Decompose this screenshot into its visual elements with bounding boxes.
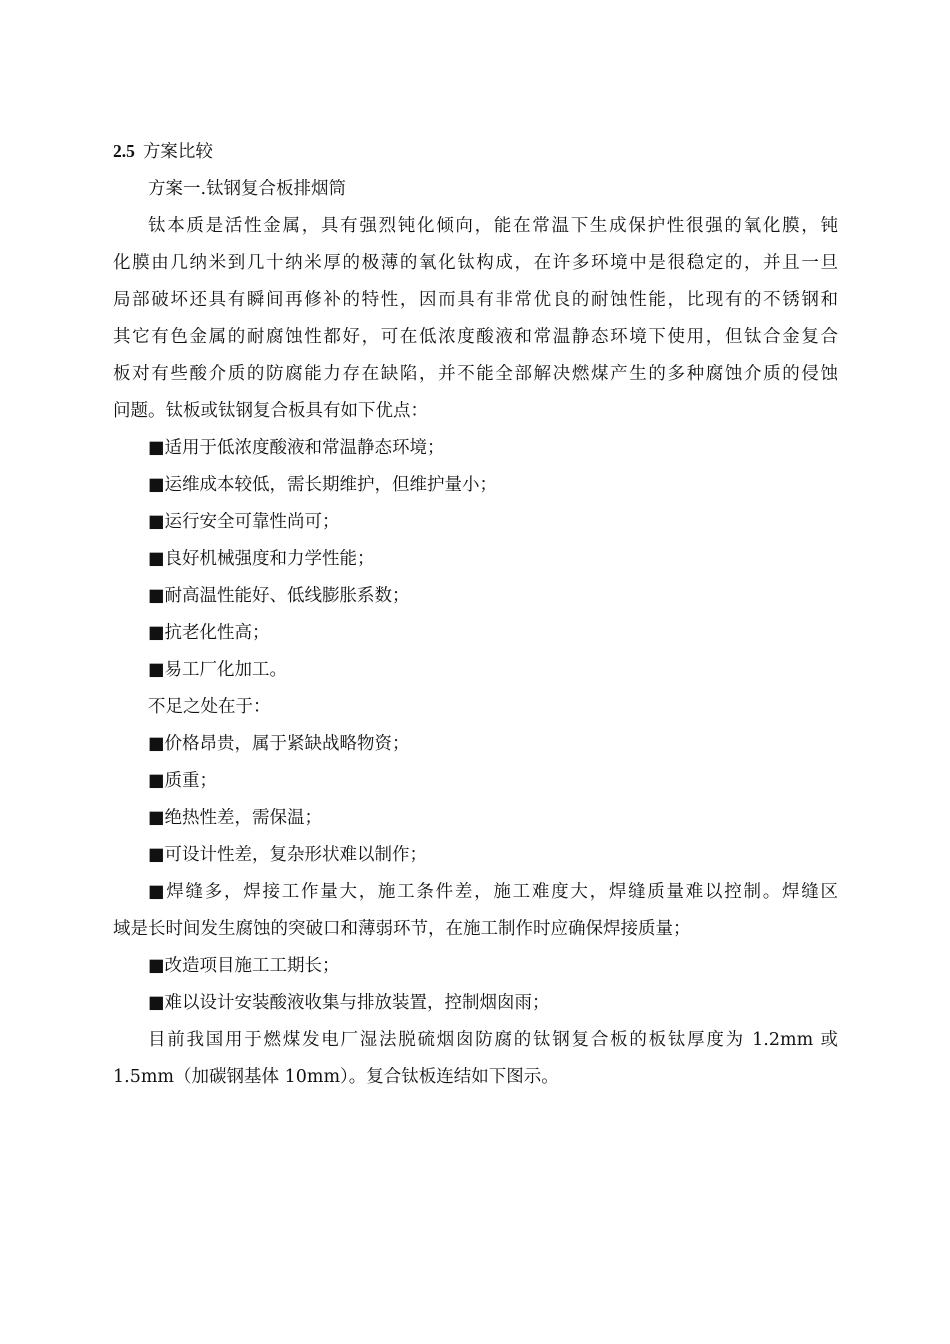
advantage-item: ■适用于低浓度酸液和常温静态环境； (148, 438, 445, 458)
section-heading (113, 133, 838, 171)
advantage-item: ■耐高温性能好、低线膨胀系数； (148, 586, 410, 606)
advantage-item: ■易工厂化加工。 (148, 660, 288, 680)
section-title: 方案比较 (142, 142, 213, 162)
advantage-item: ■运维成本较低，需长期维护，但维护量小； (148, 475, 498, 495)
disadvantage-item: ■难以设计安装酸液收集与排放装置，控制烟囱雨； (148, 993, 550, 1013)
subheading: 方案一.钛钢复合板排烟筒 (148, 179, 347, 199)
advantage-item: ■良好机械强度和力学性能； (148, 549, 375, 569)
closing-line-1: 目前我国用于燃煤发电厂湿法脱硫烟囱防腐的钛钢复合板的板钛厚度为 1.2mm 或 (148, 1030, 838, 1050)
disadvantage-item: ■绝热性差，需保温； (148, 808, 323, 828)
disadvantage-item: ■价格昂贵，属于紧缺战略物资； (148, 734, 410, 754)
weld-line-2: 域是长时间发生腐蚀的突破口和薄弱环节，在施工制作时应确保焊接质量； (113, 919, 691, 939)
weld-line-1: ■焊缝多，焊接工作量大，施工条件差，施工难度大，焊缝质量难以控制。焊缝区 (148, 882, 838, 902)
intro-line-4: 其它有色金属的耐腐蚀性都好，可在低浓度酸液和常温静态环境下使用，但钛合金复合 (113, 327, 838, 347)
intro-line-5: 板对有些酸介质的防腐能力存在缺陷，并不能全部解决燃煤产生的多种腐蚀介质的侵蚀 (113, 364, 838, 384)
intro-line-2: 化膜由几纳米到几十纳米厚的极薄的氧化钛构成，在许多环境中是很稳定的，并且一旦 (113, 253, 838, 273)
intro-line-3: 局部破坏还具有瞬间再修补的特性，因而具有非常优良的耐蚀性能，比现有的不锈钢和 (113, 290, 838, 310)
intro-line-1: 钛本质是活性金属，具有强烈钝化倾向，能在常温下生成保护性很强的氧化膜，钝 (148, 216, 838, 236)
advantage-item: ■抗老化性高； (148, 623, 270, 643)
disadvantage-item: ■改造项目施工工期长； (148, 956, 340, 976)
intro-line-6: 问题。钛板或钛钢复合板具有如下优点： (113, 401, 428, 421)
advantage-item: ■运行安全可靠性尚可； (148, 512, 340, 532)
section-number: 2.5 (113, 141, 135, 161)
closing-line-2: 1.5mm（加碳钢基体 10mm）。复合钛板连结如下图示。 (113, 1067, 559, 1087)
disadvantage-item: ■质重； (148, 771, 218, 791)
document-body (113, 133, 838, 1096)
disadvantage-item: ■可设计性差，复杂形状难以制作； (148, 845, 428, 865)
disadvantages-heading: 不足之处在于： (148, 697, 271, 717)
